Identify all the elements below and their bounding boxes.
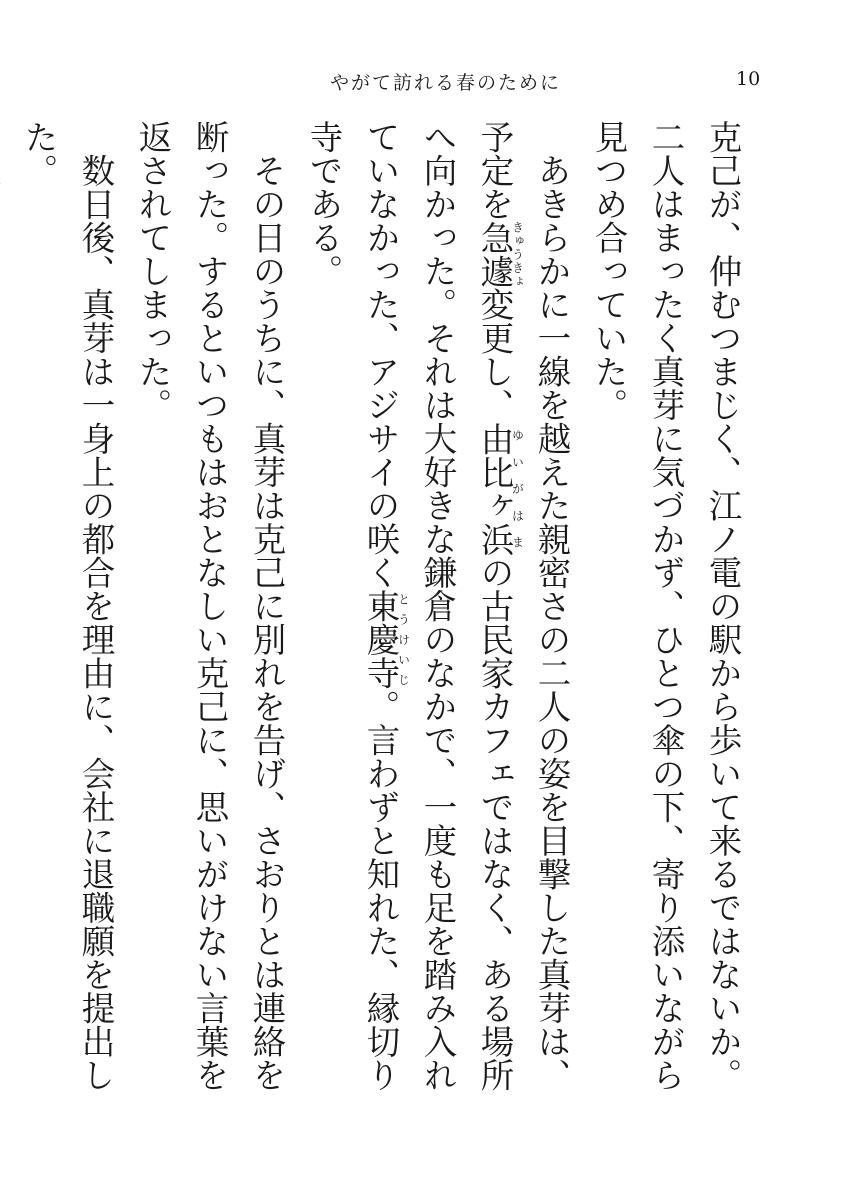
ruby-kyuukyo	[475, 220, 525, 288]
ruby-base: 急遽	[475, 220, 514, 288]
ruby-reading: とうけいじ	[396, 589, 411, 690]
ruby-toukeiji	[361, 589, 411, 690]
paragraph-text: あきらかに一線を越えた親密さの二人の姿を目撃した真芽は、予定を	[475, 120, 571, 1092]
ruby-base: 由比ヶ浜	[475, 421, 514, 556]
paragraph-text: 変更し、	[475, 287, 514, 422]
running-title: やがて訪れる春のために	[330, 72, 562, 94]
paragraph-text: その日のうちに、真芽は克己に別れを告げ、さおりとは連絡を断った。するといつもはおとなしい克己に、思いがけない言葉を返されてしまった。	[133, 120, 286, 1092]
ruby-base: 東慶寺	[361, 589, 400, 690]
ruby-reading: ゆいがはま	[510, 421, 525, 556]
paragraph-text	[0, 154, 1, 1025]
paragraph-text: 数日後、真芽は一身上の都合を理由に、会社に退職願を提出した。	[19, 120, 115, 1092]
ruby-reading: きゅうきょ	[510, 220, 525, 288]
paragraph-4	[10, 120, 124, 1120]
paragraph-text: 克己が、仲むつまじく、江ノ電の駅から歩いて来るではないか。二人はまったく真芽に気づかず、ひとつ傘の下、寄り添いながら見つめ合っていた。	[589, 120, 742, 1092]
paragraph-text: 。言わずと知れた、縁切り寺である。	[304, 120, 400, 1092]
page-body	[19, 120, 751, 1120]
ruby-yuigahama	[475, 421, 525, 556]
paragraph-5	[0, 120, 10, 1120]
paragraph-1	[580, 120, 751, 1120]
paragraph-3	[124, 120, 295, 1120]
page-number: 10	[736, 68, 761, 90]
paragraph-text: の古民家カフェではなく、ある場所へ向かった。それは大好きな鎌倉のなかで、一度も足を踏み入れていなかった、アジサイの咲く	[361, 120, 514, 1092]
paragraph-2	[295, 120, 580, 1120]
page-header	[0, 58, 841, 98]
